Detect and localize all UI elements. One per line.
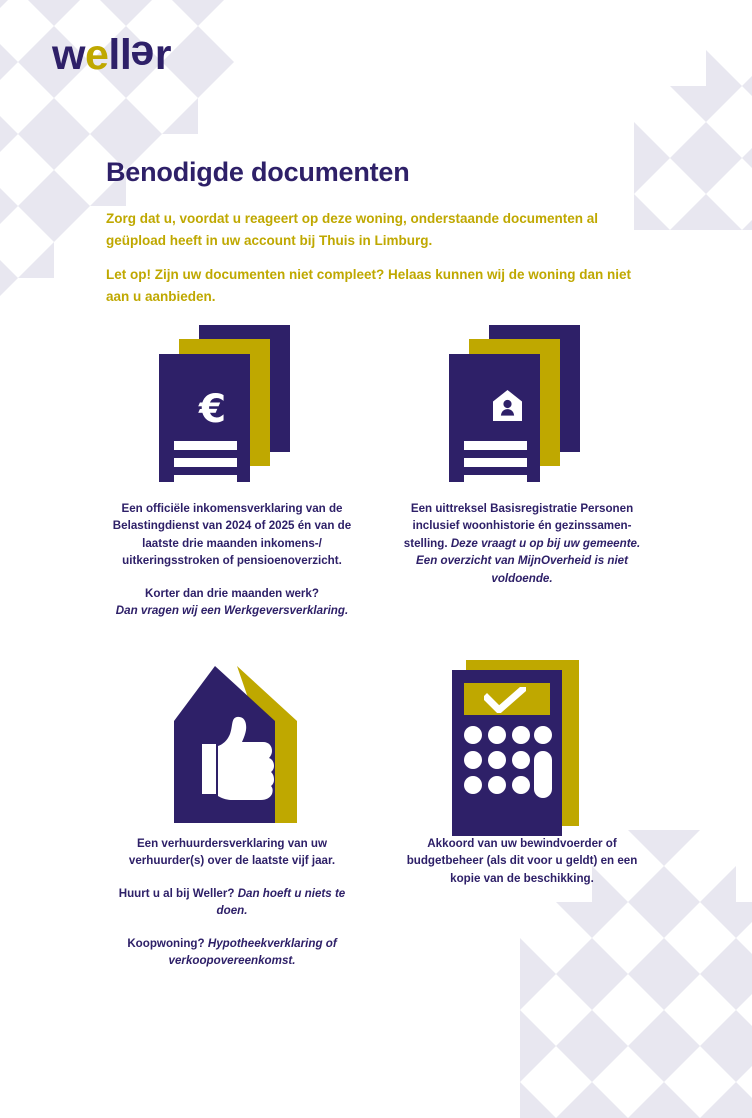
decorative-triangle bbox=[18, 242, 54, 278]
calculator-key bbox=[512, 726, 530, 744]
decorative-triangle bbox=[198, 26, 234, 62]
document-sheet-front bbox=[159, 354, 250, 482]
decorative-triangle bbox=[742, 122, 752, 158]
decorative-pattern-cell bbox=[18, 0, 54, 26]
decorative-pattern-cell bbox=[520, 1010, 556, 1046]
decorative-triangle bbox=[670, 158, 706, 194]
decorative-pattern-cell bbox=[556, 974, 592, 1010]
decorative-pattern-cell bbox=[706, 86, 742, 122]
decorative-pattern-cell bbox=[742, 122, 752, 158]
decorative-pattern-cell bbox=[664, 938, 700, 974]
document-line-short bbox=[174, 492, 218, 501]
decorative-triangle bbox=[592, 1046, 628, 1082]
decorative-pattern-cell bbox=[742, 158, 752, 194]
decorative-triangle bbox=[0, 206, 18, 242]
calculator-key bbox=[464, 776, 482, 794]
document-text-lines bbox=[464, 441, 527, 509]
decorative-pattern-cell bbox=[162, 98, 198, 134]
calculator-key bbox=[464, 751, 482, 769]
decorative-pattern-cell bbox=[54, 98, 90, 134]
decorative-triangle bbox=[18, 170, 54, 206]
icon-area-landlord bbox=[82, 660, 382, 835]
decorative-pattern-cell bbox=[198, 62, 234, 98]
decorative-triangle bbox=[742, 194, 752, 230]
decorative-pattern-cell bbox=[592, 974, 628, 1010]
decorative-triangle bbox=[700, 1010, 736, 1046]
decorative-triangle bbox=[520, 938, 556, 974]
decorative-pattern-cell bbox=[0, 62, 18, 98]
document-item-brp bbox=[372, 325, 672, 587]
decorative-triangle bbox=[664, 1010, 700, 1046]
decorative-triangle bbox=[592, 1010, 628, 1046]
decorative-triangle bbox=[664, 974, 700, 1010]
decorative-pattern-cell bbox=[742, 50, 752, 86]
decorative-triangle bbox=[628, 902, 664, 938]
decorative-pattern-cell bbox=[700, 1082, 736, 1118]
calculator-key bbox=[488, 776, 506, 794]
decorative-pattern-cell bbox=[628, 902, 664, 938]
document-line bbox=[464, 441, 527, 450]
decorative-triangle bbox=[54, 98, 90, 134]
decorative-pattern-cell bbox=[592, 1082, 628, 1118]
decorative-pattern-cell bbox=[700, 866, 736, 902]
decorative-pattern-cell bbox=[54, 0, 90, 26]
calculator-enter-key bbox=[534, 751, 552, 798]
caption-administrator: Akkoord van uw bewindvoerder of budgetbeheer (als dit voor u geldt) en een kopie van de beschikking. bbox=[406, 837, 638, 885]
decorative-triangle bbox=[628, 1046, 664, 1082]
home-person-icon bbox=[493, 390, 522, 421]
decorative-triangle bbox=[742, 86, 752, 122]
calculator-key bbox=[512, 751, 530, 769]
decorative-pattern-cell bbox=[592, 902, 628, 938]
decorative-triangle bbox=[706, 86, 742, 122]
decorative-pattern-cell bbox=[706, 50, 742, 86]
caption-income-extra bbox=[103, 585, 361, 620]
decorative-pattern-cell bbox=[0, 278, 18, 314]
document-item-income bbox=[82, 325, 382, 619]
decorative-pattern-cell bbox=[18, 62, 54, 98]
decorative-pattern-cell bbox=[126, 0, 162, 26]
decorative-triangle bbox=[162, 98, 198, 134]
logo-letter-e-yellow: e bbox=[84, 31, 109, 79]
decorative-pattern-cell bbox=[628, 974, 664, 1010]
logo-letter-w: w bbox=[52, 31, 85, 79]
decorative-triangle bbox=[592, 938, 628, 974]
decorative-triangle bbox=[556, 974, 592, 1010]
decorative-pattern-cell bbox=[664, 1082, 700, 1118]
checkmark-icon bbox=[484, 687, 526, 713]
decorative-pattern-cell bbox=[700, 1010, 736, 1046]
decorative-triangle bbox=[0, 26, 18, 62]
decorative-pattern-cell bbox=[628, 1082, 664, 1118]
decorative-triangle bbox=[736, 1010, 752, 1046]
icon-area-income bbox=[82, 325, 382, 500]
decorative-pattern-cell bbox=[670, 122, 706, 158]
caption-income-extra-bold: Korter dan drie maanden werk? bbox=[145, 586, 319, 600]
caption-income: Een officiële inkomensverklaring van de Belastingdienst van 2024 of 2025 én van de laatste drie maanden inkomens-/ uitkeringsstroken of pensioenoverzicht. bbox=[112, 502, 352, 568]
decorative-pattern-cell bbox=[706, 158, 742, 194]
house-thumbs-up-icon bbox=[152, 660, 312, 835]
decorative-pattern-cell bbox=[18, 134, 54, 170]
decorative-pattern-cell bbox=[664, 1010, 700, 1046]
decorative-triangle bbox=[634, 122, 670, 158]
decorative-pattern-cell bbox=[670, 158, 706, 194]
decorative-triangle bbox=[664, 938, 700, 974]
logo-letter-r: r bbox=[154, 31, 171, 79]
decorative-pattern-cell bbox=[90, 0, 126, 26]
decorative-pattern-cell bbox=[54, 170, 90, 206]
decorative-triangle bbox=[54, 134, 90, 170]
decorative-triangle bbox=[54, 170, 90, 206]
decorative-pattern-cell bbox=[520, 1046, 556, 1082]
decorative-triangle bbox=[0, 0, 18, 26]
decorative-triangle bbox=[0, 278, 18, 314]
decorative-triangle bbox=[664, 1046, 700, 1082]
decorative-pattern-cell bbox=[18, 242, 54, 278]
intro-paragraph-1: Zorg dat u, voordat u reageert op deze woning, onderstaande documenten al geüpload heeft in uw account bij Thuis in Limburg. bbox=[106, 211, 599, 248]
decorative-triangle bbox=[736, 1082, 752, 1118]
euro-icon: € bbox=[199, 387, 227, 432]
decorative-pattern-cell bbox=[700, 1046, 736, 1082]
decorative-triangle bbox=[18, 26, 54, 62]
caption-landlord-extra-2-bold: Koopwoning? bbox=[127, 936, 205, 950]
decorative-triangle bbox=[700, 1046, 736, 1082]
decorative-pattern-cell bbox=[706, 122, 742, 158]
logo-letter-e-rotated: e bbox=[131, 32, 155, 80]
calculator-key bbox=[534, 726, 552, 744]
decorative-pattern-cell bbox=[556, 1010, 592, 1046]
decorative-pattern-cell bbox=[628, 1046, 664, 1082]
decorative-pattern-cell bbox=[664, 1046, 700, 1082]
decorative-triangle bbox=[18, 0, 54, 26]
decorative-pattern-cell bbox=[198, 26, 234, 62]
decorative-pattern-cell bbox=[556, 1046, 592, 1082]
decorative-pattern-cell bbox=[520, 1082, 556, 1118]
document-line bbox=[464, 458, 527, 467]
decorative-triangle bbox=[556, 938, 592, 974]
decorative-pattern-cell bbox=[18, 98, 54, 134]
decorative-triangle bbox=[706, 194, 742, 230]
calculator-key bbox=[488, 751, 506, 769]
decorative-pattern-cell bbox=[0, 170, 18, 206]
decorative-pattern-cell bbox=[126, 98, 162, 134]
decorative-triangle bbox=[670, 194, 706, 230]
decorative-triangle bbox=[556, 1010, 592, 1046]
decorative-triangle bbox=[592, 974, 628, 1010]
decorative-pattern-cell bbox=[18, 170, 54, 206]
decorative-triangle bbox=[670, 122, 706, 158]
decorative-pattern-cell bbox=[736, 1082, 752, 1118]
document-item-landlord bbox=[82, 660, 382, 969]
decorative-triangle bbox=[18, 98, 54, 134]
decorative-triangle bbox=[520, 1046, 556, 1082]
caption-landlord-extra-2 bbox=[103, 935, 361, 970]
caption-brp-bold: Een uittreksel Basisregistratie Personen inclusief woonhistorie én gezinssamen-stelling. bbox=[403, 502, 634, 550]
decorative-triangle bbox=[592, 1082, 628, 1118]
decorative-triangle bbox=[664, 902, 700, 938]
decorative-triangle bbox=[736, 1046, 752, 1082]
decorative-triangle bbox=[90, 98, 126, 134]
decorative-pattern-cell bbox=[664, 902, 700, 938]
decorative-pattern-cell bbox=[90, 98, 126, 134]
decorative-triangle bbox=[0, 98, 18, 134]
decorative-triangle-pattern-top-right bbox=[634, 14, 752, 214]
stacked-documents-euro-icon bbox=[157, 325, 307, 495]
decorative-triangle bbox=[162, 0, 198, 26]
decorative-triangle bbox=[664, 1082, 700, 1118]
decorative-pattern-cell bbox=[736, 938, 752, 974]
decorative-triangle bbox=[0, 62, 18, 98]
decorative-triangle bbox=[742, 158, 752, 194]
decorative-pattern-cell bbox=[0, 206, 18, 242]
decorative-pattern-cell bbox=[0, 242, 18, 278]
document-line bbox=[174, 475, 237, 484]
decorative-triangle bbox=[18, 134, 54, 170]
decorative-triangle bbox=[90, 0, 126, 26]
decorative-triangle bbox=[556, 1082, 592, 1118]
decorative-triangle bbox=[742, 50, 752, 86]
decorative-triangle bbox=[520, 1082, 556, 1118]
decorative-pattern-cell bbox=[592, 938, 628, 974]
decorative-pattern-cell bbox=[700, 902, 736, 938]
document-line-short bbox=[464, 492, 508, 501]
decorative-pattern-cell bbox=[706, 194, 742, 230]
decorative-triangle bbox=[706, 158, 742, 194]
decorative-triangle bbox=[126, 98, 162, 134]
decorative-pattern-cell bbox=[628, 938, 664, 974]
calculator-key bbox=[464, 726, 482, 744]
caption-landlord-extra-1 bbox=[103, 885, 361, 920]
decorative-pattern-cell bbox=[0, 0, 18, 26]
decorative-pattern-cell bbox=[736, 974, 752, 1010]
decorative-pattern-cell bbox=[634, 158, 670, 194]
icon-area-administrator bbox=[372, 660, 672, 835]
decorative-triangle bbox=[198, 62, 234, 98]
decorative-pattern-cell bbox=[556, 1082, 592, 1118]
decorative-pattern-cell bbox=[634, 122, 670, 158]
weller-logo bbox=[52, 31, 171, 80]
decorative-triangle bbox=[0, 134, 18, 170]
decorative-triangle bbox=[54, 0, 90, 26]
decorative-triangle bbox=[706, 50, 742, 86]
decorative-pattern-cell bbox=[0, 134, 18, 170]
caption-landlord: Een verhuurdersverklaring van uw verhuurder(s) over de laatste vijf jaar. bbox=[128, 837, 336, 868]
decorative-triangle bbox=[706, 122, 742, 158]
calculator-key bbox=[488, 726, 506, 744]
decorative-triangle bbox=[126, 0, 162, 26]
decorative-pattern-cell bbox=[18, 26, 54, 62]
decorative-triangle bbox=[18, 62, 54, 98]
decorative-triangle bbox=[670, 86, 706, 122]
decorative-pattern-cell bbox=[592, 1046, 628, 1082]
page-title: Benodigde documenten bbox=[106, 157, 410, 187]
decorative-pattern-cell bbox=[54, 134, 90, 170]
stacked-documents-home-icon bbox=[447, 325, 597, 495]
decorative-pattern-cell bbox=[162, 0, 198, 26]
icon-area-brp bbox=[372, 325, 672, 500]
document-sheet-front bbox=[449, 354, 540, 482]
calculator-key bbox=[512, 776, 530, 794]
decorative-triangle bbox=[54, 206, 90, 242]
decorative-triangle bbox=[18, 206, 54, 242]
decorative-pattern-cell bbox=[198, 0, 234, 26]
caption-brp-italic: Deze vraagt u op bij uw gemeente. Een overzicht van MijnOverheid is niet voldoende. bbox=[416, 536, 641, 585]
calculator-check-icon bbox=[452, 660, 592, 838]
decorative-triangle bbox=[634, 158, 670, 194]
decorative-triangle bbox=[700, 1082, 736, 1118]
document-item-administrator bbox=[372, 660, 672, 887]
document-line bbox=[174, 458, 237, 467]
caption-landlord-extra-2-italic: Hypotheekverklaring of verkoopovereenkomst. bbox=[168, 936, 337, 967]
logo-letters-ll: ll bbox=[108, 31, 132, 79]
decorative-triangle bbox=[556, 902, 592, 938]
decorative-pattern-cell bbox=[592, 1010, 628, 1046]
decorative-pattern-cell bbox=[664, 974, 700, 1010]
document-line bbox=[174, 441, 237, 450]
decorative-triangle bbox=[700, 938, 736, 974]
decorative-triangle bbox=[736, 902, 752, 938]
decorative-pattern-cell bbox=[556, 938, 592, 974]
decorative-triangle bbox=[556, 1046, 592, 1082]
decorative-triangle bbox=[520, 1010, 556, 1046]
decorative-triangle bbox=[592, 902, 628, 938]
decorative-triangle bbox=[520, 974, 556, 1010]
decorative-triangle bbox=[736, 974, 752, 1010]
decorative-pattern-cell bbox=[700, 938, 736, 974]
decorative-pattern-cell bbox=[520, 974, 556, 1010]
decorative-triangle bbox=[700, 866, 736, 902]
decorative-pattern-cell bbox=[556, 902, 592, 938]
decorative-triangle bbox=[700, 974, 736, 1010]
decorative-triangle bbox=[628, 938, 664, 974]
decorative-triangle bbox=[736, 938, 752, 974]
decorative-triangle bbox=[198, 0, 234, 26]
decorative-pattern-cell bbox=[628, 1010, 664, 1046]
caption-landlord-extra-1-bold: Huurt u al bij Weller? bbox=[118, 886, 235, 900]
decorative-pattern-cell bbox=[700, 974, 736, 1010]
decorative-pattern-cell bbox=[18, 206, 54, 242]
decorative-pattern-cell bbox=[742, 86, 752, 122]
decorative-pattern-cell bbox=[0, 98, 18, 134]
intro-paragraph-2: Let op! Zijn uw documenten niet compleet? Helaas kunnen wij de woning dan niet aan u aanbieden. bbox=[106, 267, 632, 304]
decorative-pattern-cell bbox=[736, 1046, 752, 1082]
caption-brp bbox=[393, 500, 651, 587]
calculator-body bbox=[452, 670, 562, 836]
decorative-pattern-cell bbox=[670, 86, 706, 122]
decorative-pattern-cell bbox=[670, 194, 706, 230]
decorative-triangle bbox=[0, 242, 18, 278]
decorative-triangle bbox=[628, 1010, 664, 1046]
caption-income-extra-italic: Dan vragen wij een Werkgeversverklaring. bbox=[115, 603, 349, 617]
document-line bbox=[464, 475, 527, 484]
decorative-pattern-cell bbox=[520, 938, 556, 974]
decorative-pattern-cell bbox=[736, 1010, 752, 1046]
decorative-pattern-cell bbox=[54, 206, 90, 242]
decorative-pattern-cell bbox=[736, 902, 752, 938]
decorative-triangle bbox=[700, 902, 736, 938]
decorative-triangle bbox=[628, 1082, 664, 1118]
caption-landlord-extra-1-italic: Dan hoeft u niets te doen. bbox=[216, 886, 346, 918]
decorative-pattern-cell bbox=[742, 194, 752, 230]
decorative-pattern-cell bbox=[0, 26, 18, 62]
document-text-lines bbox=[174, 441, 237, 509]
house-thumbs-up-svg bbox=[152, 660, 312, 835]
decorative-triangle bbox=[628, 974, 664, 1010]
decorative-triangle bbox=[0, 170, 18, 206]
